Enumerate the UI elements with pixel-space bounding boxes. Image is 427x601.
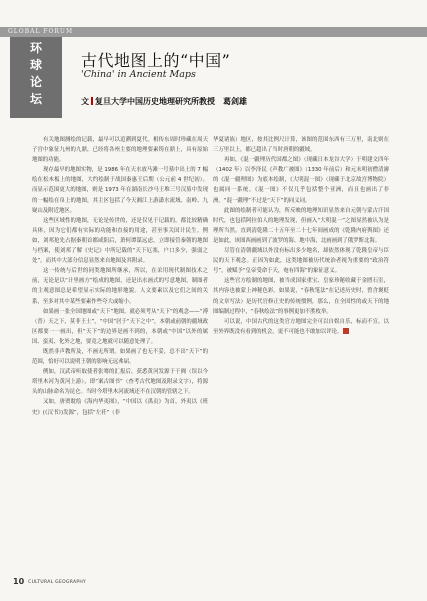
article-title-en: 'China' in Ancient Maps [81, 69, 196, 80]
section-label-cn [26, 40, 46, 108]
magazine-name: CULTURAL GEOGRAPHY [28, 580, 87, 585]
byline-prefix: 文 [81, 96, 89, 106]
paragraph: 这些官方绘制的地图，被当成国家重宝、皇家珍秘收藏于金匮石室，其内容也被蒙上神秘色彩。如果说，“春秋笔法”在记述历史时，曾含褒贬的文章写法）是历代官修正史的传统惯例，那么，在全国性的或天下的地图编制过程中，“春秋绘法”的事例更加不胜枚举。 [213, 278, 389, 315]
section-char: 环 [29, 41, 42, 55]
paragraph: 华夏诸族）地区，按其比例尺计算，该图的范围东西有三万里，南北则在三万里以上，都已超出了当时唐朝的疆域。 [213, 137, 389, 154]
paragraph: 既然非声教所及，不画无所谓。如果画了也无不妥，总不出“天下”的范围，恰好可以说明王朝的影响无远弗届。 [32, 348, 208, 366]
section-label-en: GLOBAL FORUM [8, 28, 74, 35]
article-byline [81, 96, 247, 107]
paragraph-text: 可以说，中国古代的这类官方地图完全可以自娱自乐，标而不宣，以至外界既没有看到的机会，更不可能也不敢加以评论。 [213, 318, 389, 335]
end-mark-icon [343, 328, 349, 334]
section-band [0, 27, 427, 37]
paragraph: 再如，《混一疆理历代国都之图》（现藏日本龙谷大学）于明建文四年（1402 年）以李泽民《声教广被图》（1330 年前后）和元末明初僧清濬的《混一疆理图》为底本绘制，《大明混一图》（现藏于北京故宫博物院）也属同一系统。《混一图》不仅几乎包括整个亚洲，而且也画出了非洲。“混一疆理”不过是“天下”的同义词。 [213, 157, 389, 204]
section-tile [10, 37, 62, 118]
section-char: 球 [29, 58, 42, 72]
paragraph: 如果画一张全国地图或“天下”地图，就必须考从“天下”的观念——“溥（普）天之下，莫非王土”，“中国”居于“天下之中”，本朝或前朝的疆域政区都要一一画出，但“天下”的边界是画不到的，本朝或“中国”以外的属国、蛮夷、化外之地，要竟之地就可以随意处理了。 [32, 308, 208, 345]
page-number: 10 [13, 577, 25, 586]
paragraph: 这一传统与后世的同类地图所继承，所以，在采用现代制图技术之前，无论是以“计里画方”绘成的地图，还是出水画式的写意地图，制图者的主观意图总是希望显示实际的地形地貌。人文要素以及它们之间的关系，至多对其中某些要素作些夸大或缩小。 [32, 268, 208, 305]
paragraph: 例如，汉武帝听取使者张骞的汇报后，获悉黄河发源于于阗（误以今塔里木河为黄河上游），即“案古图书”（查考古代地图及附录文字），将源头的山脉命名为昆仑。当时今塔里木河流域还不在汉朝的管辖之下。 [32, 369, 208, 396]
paragraph: 尽管在清朝疆域以外没有标出多少地名，却依然体现了乾隆皇帝与臣民的天下观念。正因为如此，这类地图被历代统治者视为重要的“政治符号”，被赋予“皇帝受命于天，奄有四海”的象征意义。 [213, 248, 389, 275]
paragraph-last [213, 317, 389, 337]
section-char: 坛 [29, 92, 42, 106]
section-char: 论 [29, 75, 42, 89]
article-column-left [32, 135, 208, 418]
paragraph: 有关地图测绘的记载，最早可以追溯到夏代。相传东周时珍藏在周天子宫中象征九州的九鼎，已经将各州主要的地理要素铸在鼎上，具有原始地图的功能。 [32, 137, 208, 164]
article-title: 古代地图上的“中国” [81, 51, 231, 70]
paragraph: 现存最早的地图实物，是 1986 年在天水放马滩一号墓中出土的 7 幅绘在松木板上的地图，大约绘制于战国秦惠王后期（公元前 4 世纪初）。而显示范围更大的地图，则是 1973 年在湖南长沙马王堆三号汉墓中发现的一幅绘在帛上的地图，其主区包括了今天湘江上游潇水流域、南岭、九嶷山及附近地区。 [32, 167, 208, 214]
paragraph: 此图的绘制者可能认为，所反映的地理知识显然来自元朝与蒙古汗国时代，也包括阿拉伯人的地理发现，但画入“大明混一”之图显然被认为是理所当然。直到清乾隆二十五年至二十七年间画成的《乾隆内府舆图》还是如此，该图西画画到了波罗的海、地中海，北画画到了俄罗斯北海。 [213, 207, 389, 244]
paragraph: 这些区域性的地图，无论是传世的，还是仅见于记载的，都比较精确具体，因为它们都有实际的功能和直接的用途，甚至事关国计民生。例如，刘邦抢先占据秦朝首都咸阳后，萧何谭谋远虑，立即接管秦朝的地图与档案，使刘邦了解《史记》中所记载的“天下厄塞，户口多少，强弱之处”，而其中大部分信息显然来自地图及其附录。 [32, 217, 208, 265]
byline-author: 复旦大学中国历史地理研究所教授 葛剑雄 [95, 96, 247, 106]
paragraph: 又如，唐贾耽绘《海内华夷图》，“中国以《禹贡》为首，外夷以《班史》(《汉书》)发源”，包括“左衽”（非 [32, 399, 208, 416]
page-footer [13, 577, 86, 586]
byline-divider [91, 97, 93, 105]
article-column-right [213, 135, 389, 337]
